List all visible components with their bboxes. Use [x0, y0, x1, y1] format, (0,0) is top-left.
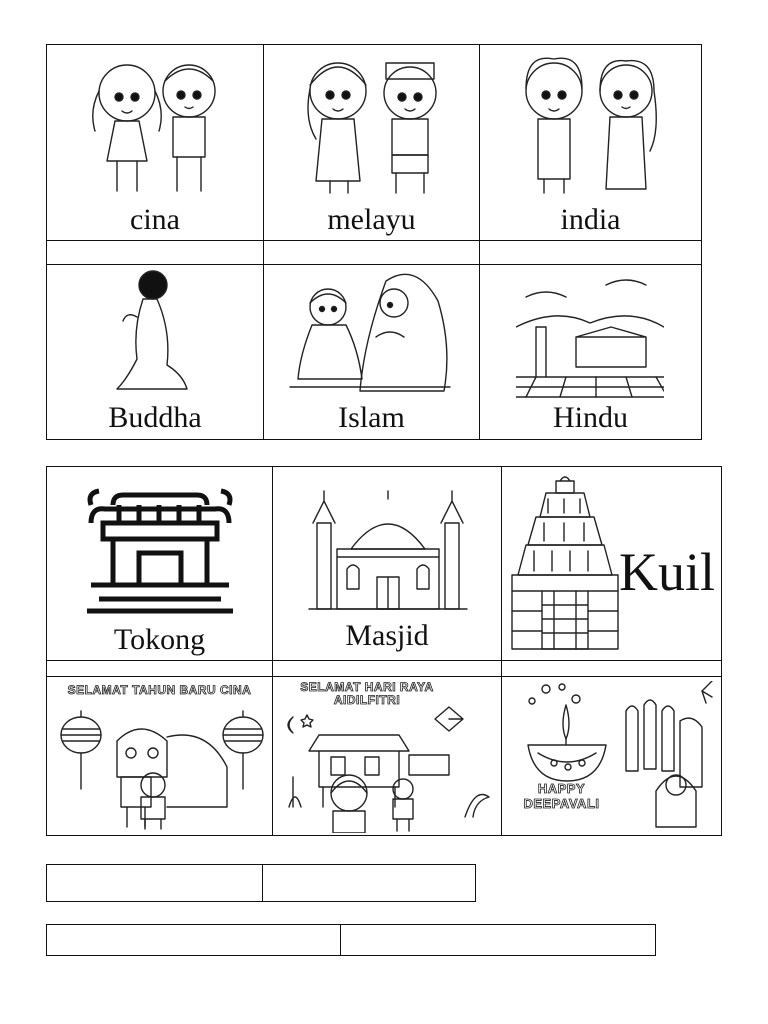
malay-kids-icon	[288, 49, 458, 199]
race-cell-melayu	[264, 45, 480, 241]
religion-label-islam: Islam	[338, 401, 405, 434]
place-label-tokong: Tokong	[113, 623, 206, 656]
festival-banner-cny: SELAMAT TAHUN BARU CINA	[67, 683, 252, 697]
religion-cell-hindu	[480, 265, 701, 439]
mosque-icon	[307, 473, 469, 613]
answer-box-1[interactable]	[46, 864, 476, 902]
religion-label-hindu: Hindu	[553, 401, 628, 434]
festival-banner-raya: SELAMAT HARI RAYA AIDILFITRI	[300, 680, 434, 707]
religion-cell-buddha	[47, 265, 264, 439]
answer-box-1-right[interactable]	[263, 865, 475, 901]
indian-kids-icon	[506, 49, 676, 199]
race-label-melayu: melayu	[327, 203, 416, 236]
answer-box-2[interactable]	[46, 924, 656, 956]
blank-cell	[47, 241, 264, 265]
worship-festival-table	[46, 466, 722, 836]
race-label-india: india	[560, 203, 621, 236]
hindu-temple-icon	[506, 475, 624, 651]
blank-cell	[502, 661, 721, 677]
festival-banner-deepavali: HAPPY DEEPAVALI	[523, 781, 600, 811]
place-cell-masjid	[273, 467, 502, 661]
blank-cell	[273, 661, 502, 677]
chinese-kids-icon	[77, 51, 237, 201]
festival-cell-raya	[273, 677, 502, 835]
praying-figure-icon	[107, 267, 207, 397]
religion-cell-islam	[264, 265, 480, 439]
race-cell-cina	[47, 45, 264, 241]
religion-label-buddha: Buddha	[108, 401, 202, 434]
temple-courtyard-icon	[516, 267, 664, 401]
blank-cell	[264, 241, 480, 265]
hari-raya-house-icon	[279, 697, 497, 833]
answer-box-1-left[interactable]	[47, 865, 263, 901]
race-religion-table	[46, 44, 702, 440]
place-cell-kuil	[502, 467, 721, 661]
place-cell-tokong	[47, 467, 273, 661]
answer-box-2-left[interactable]	[47, 925, 341, 955]
answer-box-2-right[interactable]	[341, 925, 655, 955]
festival-cell-cny	[47, 677, 273, 835]
chinese-temple-icon	[83, 475, 237, 619]
blank-cell	[47, 661, 273, 677]
race-label-cina: cina	[130, 203, 180, 236]
lion-dance-icon	[57, 701, 267, 831]
muslim-prayer-icon	[286, 267, 456, 399]
blank-cell	[480, 241, 701, 265]
festival-cell-deepavali	[502, 677, 721, 835]
place-label-kuil: Kuil	[618, 542, 715, 602]
place-label-masjid: Masjid	[345, 619, 429, 652]
race-cell-india	[480, 45, 701, 241]
